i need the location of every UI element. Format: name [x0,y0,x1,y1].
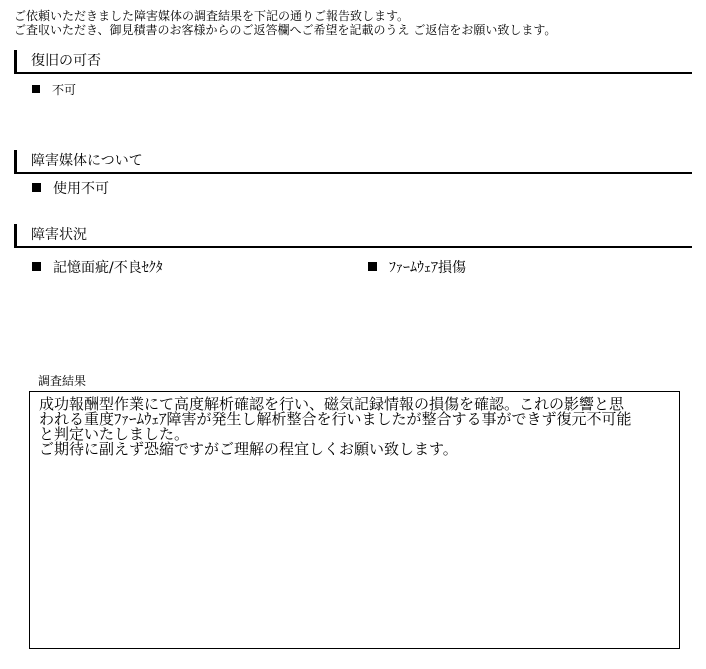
recovery-item [32,81,76,99]
section-title-status: 障害状況 [31,227,87,243]
recovery-item-label: 不可 [52,83,77,97]
intro-line-2: ご査収いただき、御見積書のお客様からのご返答欄へご希望を記載のうえ ご返信をお願い致します。 [14,23,557,37]
result-line-1: 成功報酬型作業にて高度解析確認を行い、磁気記録情報の損傷を確認。これの影響と思 [39,395,625,413]
result-label: 調査結果 [38,374,87,388]
result-line-2: われる重度ﾌｧｰﾑｳｪｱ障害が発生し解析整合を行いましたが整合する事ができず復元不可能 [39,410,632,428]
status-item-2 [368,259,466,277]
bullet-icon [32,85,40,93]
section-header-media [14,150,692,174]
bullet-icon [368,262,377,271]
result-box [29,391,680,649]
status-item-1-label: 記憶面疵/不良ｾｸﾀ [53,260,163,276]
result-line-3: と判定いたしました。 [39,425,190,443]
media-item-label: 使用不可 [53,181,109,197]
result-line-4: ご期待に副えず恐縮ですがご理解の程宜しくお願い致します。 [39,440,458,458]
status-item-2-label: ﾌｧｰﾑｳｪｱ損傷 [389,260,466,276]
section-title-recovery: 復旧の可否 [31,53,101,69]
section-header-status [14,224,692,248]
section-title-media: 障害媒体について [31,153,143,169]
intro-line-1: ご依頼いただきました障害媒体の調査結果を下記の通りご報告致します。 [14,9,410,23]
bullet-icon [32,262,41,271]
bullet-icon [32,183,41,192]
media-item [32,180,109,198]
section-header-recovery [14,50,692,74]
status-item-1 [32,259,163,277]
